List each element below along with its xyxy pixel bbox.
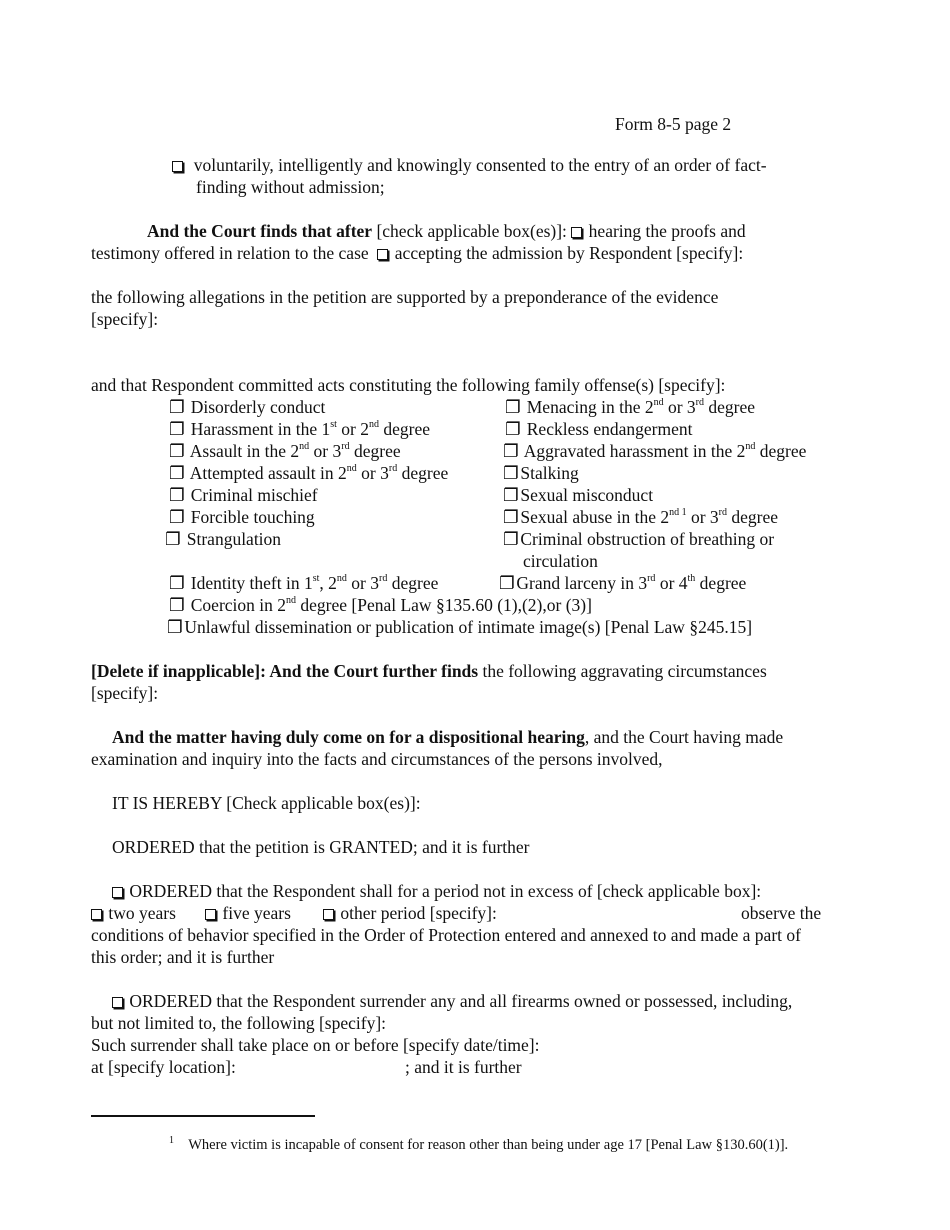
offense-grand-larceny[interactable] xyxy=(499,572,746,594)
firearms-line1 xyxy=(112,990,792,1012)
offense-label: Criminal mischief xyxy=(190,485,318,505)
offense-label: Stalking xyxy=(520,463,579,483)
consent-text-line2: finding without admission; xyxy=(196,177,385,197)
option-five-years[interactable] xyxy=(205,902,291,924)
offense-label: Coercion in 2 xyxy=(190,595,287,615)
checkbox-icon[interactable]: ❐ xyxy=(503,507,519,527)
aggravating-line1 xyxy=(91,660,767,682)
findings-instruction: [check applicable box(es)]: xyxy=(376,221,567,241)
offense-identity-theft[interactable] xyxy=(169,572,438,594)
offense-harassment[interactable] xyxy=(169,418,430,440)
checkbox-icon[interactable]: ❐ xyxy=(505,419,521,439)
dispositional-line1 xyxy=(112,726,783,748)
dispositional-rest: , and the Court having made xyxy=(584,727,784,747)
offense-label: , 2 xyxy=(319,573,337,593)
aggravating-line2: [specify]: xyxy=(91,683,159,703)
checkbox-icon[interactable]: ❐ xyxy=(169,397,185,417)
firearms-line2: but not limited to, the following [specify]: xyxy=(91,1013,387,1033)
consent-text-line1: voluntarily, intelligently and knowingly consented to the entry of an order of fact- xyxy=(193,155,767,175)
page-label: Form 8-5 page 2 xyxy=(615,114,732,134)
checkbox-icon[interactable]: ❐ xyxy=(169,595,185,615)
offense-label: Aggravated harassment in the 2 xyxy=(523,441,746,461)
checkbox-icon[interactable]: ❐ xyxy=(503,529,519,549)
superscript: nd xyxy=(336,573,347,585)
findings-hearing-cont: testimony offered in relation to the case xyxy=(91,243,369,263)
offense-label: or 3 xyxy=(356,463,389,483)
offense-disorderly[interactable] xyxy=(169,396,325,418)
option-label: two years xyxy=(108,903,176,923)
offense-label: Sexual misconduct xyxy=(520,485,654,505)
offense-coercion[interactable] xyxy=(169,594,592,616)
footnote-number: 1 xyxy=(169,1135,174,1147)
checkbox-icon[interactable]: ❐ xyxy=(169,485,185,505)
offense-sexual-misconduct[interactable] xyxy=(503,484,653,506)
offense-obstruction[interactable] xyxy=(503,528,774,550)
checkbox-icon[interactable] xyxy=(571,227,582,238)
offense-intro: and that Respondent committed acts constituting the following family offense(s) [specify]: xyxy=(91,375,726,395)
aggravating-rest: the following aggravating circumstances xyxy=(478,661,767,681)
offense-label: Criminal obstruction of breathing or xyxy=(520,529,775,549)
superscript: nd xyxy=(745,441,756,453)
offense-label: Grand larceny in 3 xyxy=(516,573,648,593)
checkbox-icon[interactable]: ❐ xyxy=(169,441,185,461)
superscript: th xyxy=(687,573,696,585)
checkbox-icon[interactable] xyxy=(172,161,183,172)
offense-label: degree xyxy=(349,441,401,461)
checkbox-icon[interactable] xyxy=(112,887,123,898)
dispositional-line2: examination and inquiry into the facts and circumstances of the persons involved, xyxy=(91,749,663,769)
offense-label: degree xyxy=(378,419,430,439)
consent-item xyxy=(172,154,767,176)
superscript: rd xyxy=(388,463,398,475)
offense-label: degree xyxy=(695,573,747,593)
offense-strangulation[interactable] xyxy=(165,528,281,550)
findings-bold: And the Court finds that after xyxy=(147,221,373,241)
offense-attempted-assault[interactable] xyxy=(169,462,448,484)
observe-text: observe the xyxy=(741,903,822,923)
offense-aggravated-harassment[interactable] xyxy=(503,440,806,462)
checkbox-icon[interactable] xyxy=(205,909,216,920)
offense-label: Disorderly conduct xyxy=(190,397,326,417)
offense-label: Strangulation xyxy=(186,529,282,549)
checkbox-icon[interactable]: ❐ xyxy=(165,529,181,549)
superscript: st xyxy=(312,573,320,585)
offense-label: degree xyxy=(727,507,779,527)
offense-sexual-abuse[interactable] xyxy=(503,506,778,528)
dispositional-bold: And the matter having duly come on for a dispositional hearing xyxy=(112,727,585,747)
findings-option-admission: accepting the admission by Respondent [specify]: xyxy=(394,243,744,263)
offense-label: or 2 xyxy=(336,419,369,439)
checkbox-icon[interactable]: ❐ xyxy=(169,573,185,593)
firearms-location: at [specify location]: xyxy=(91,1057,236,1077)
it-is-hereby: IT IS HEREBY [Check applicable box(es)]: xyxy=(112,793,421,813)
superscript: rd xyxy=(695,397,705,409)
footnote-ref[interactable]: 1 xyxy=(681,507,687,519)
offense-label: or 3 xyxy=(309,441,342,461)
checkbox-icon[interactable]: ❐ xyxy=(503,485,519,505)
superscript: nd xyxy=(368,419,379,431)
checkbox-icon[interactable] xyxy=(377,249,388,260)
checkbox-icon[interactable]: ❐ xyxy=(167,617,183,637)
checkbox-icon[interactable]: ❐ xyxy=(169,507,185,527)
aggravating-bold: [Delete if inapplicable]: And the Court further finds xyxy=(91,661,479,681)
offense-dissemination[interactable] xyxy=(167,616,752,638)
offense-label: Identity theft in 1 xyxy=(190,573,313,593)
offense-assault[interactable] xyxy=(169,440,401,462)
allegations-line1: the following allegations in the petition are supported by a preponderance of the evidence xyxy=(91,287,719,307)
offense-label: Attempted assault in 2 xyxy=(189,463,347,483)
offense-label: or 3 xyxy=(346,573,379,593)
findings-option-hearing: hearing the proofs and xyxy=(588,221,746,241)
footnote xyxy=(169,1134,788,1156)
superscript: st xyxy=(330,419,337,431)
option-two-years[interactable] xyxy=(91,902,176,924)
ordered-granted: ORDERED that the petition is GRANTED; and it is further xyxy=(112,837,530,857)
offense-label: degree xyxy=(755,441,807,461)
checkbox-icon[interactable]: ❐ xyxy=(169,419,185,439)
offense-label: Menacing in the 2 xyxy=(526,397,654,417)
offense-label: degree xyxy=(397,463,449,483)
offense-label: Harassment in the 1 xyxy=(190,419,331,439)
firearms-further: ; and it is further xyxy=(405,1057,522,1077)
offense-label: degree xyxy=(387,573,439,593)
offense-forcible-touching[interactable] xyxy=(169,506,315,528)
period-order-text: ORDERED that the Respondent shall for a period not in excess of [check applicable box]: xyxy=(129,881,762,901)
superscript: nd xyxy=(286,595,297,607)
offense-label: or 3 xyxy=(686,507,719,527)
offense-reckless[interactable] xyxy=(505,418,692,440)
offense-stalking[interactable] xyxy=(503,462,579,484)
superscript: nd xyxy=(346,463,357,475)
footnote-text: Where victim is incapable of consent for reason other than being under age 17 [Penal Law §130.60(1)]. xyxy=(188,1137,789,1153)
superscript: nd xyxy=(653,397,664,409)
checkbox-icon[interactable]: ❐ xyxy=(499,573,515,593)
superscript: rd xyxy=(718,507,728,519)
checkbox-icon[interactable]: ❐ xyxy=(503,463,519,483)
offense-label: degree [Penal Law §135.60 (1),(2),or (3)] xyxy=(296,595,592,615)
period-line1 xyxy=(112,880,761,902)
offense-criminal-mischief[interactable] xyxy=(169,484,318,506)
option-label: five years xyxy=(222,903,291,923)
superscript: nd xyxy=(669,507,680,519)
findings-line2 xyxy=(91,242,743,264)
period-line4: this order; and it is further xyxy=(91,947,275,967)
superscript: rd xyxy=(647,573,656,585)
offense-label: or 4 xyxy=(655,573,688,593)
footnote-divider xyxy=(91,1115,315,1117)
period-line3: conditions of behavior specified in the Order of Protection entered and annexed to and made a part of xyxy=(91,925,801,945)
offense-label: Reckless endangerment xyxy=(526,419,693,439)
offense-menacing[interactable] xyxy=(505,396,755,418)
offense-obstruction-line2: circulation xyxy=(523,551,598,571)
offense-label: Assault in the 2 xyxy=(189,441,300,461)
findings-line1 xyxy=(147,220,746,242)
firearms-line3: Such surrender shall take place on or before [specify date/time]: xyxy=(91,1035,540,1055)
superscript: rd xyxy=(379,573,388,585)
offense-label: degree xyxy=(704,397,756,417)
option-other-period[interactable] xyxy=(323,902,497,924)
superscript: rd xyxy=(341,441,350,453)
checkbox-icon[interactable] xyxy=(323,909,334,920)
checkbox-icon[interactable]: ❐ xyxy=(169,463,185,483)
firearms-order-text: ORDERED that the Respondent surrender any and all firearms owned or possessed, including, xyxy=(129,991,793,1011)
option-label: other period [specify]: xyxy=(340,903,497,923)
checkbox-icon[interactable]: ❐ xyxy=(505,397,521,417)
checkbox-icon[interactable]: ❐ xyxy=(503,441,519,461)
checkbox-icon[interactable] xyxy=(112,997,123,1008)
allegations-line2: [specify]: xyxy=(91,309,159,329)
checkbox-icon[interactable] xyxy=(91,909,102,920)
offense-label: or 3 xyxy=(663,397,696,417)
offense-label: Sexual abuse in the 2 xyxy=(520,507,670,527)
offense-label: Forcible touching xyxy=(190,507,315,527)
superscript: nd xyxy=(299,441,310,453)
offense-label: Unlawful dissemination or publication of intimate image(s) [Penal Law §245.15] xyxy=(184,617,753,637)
